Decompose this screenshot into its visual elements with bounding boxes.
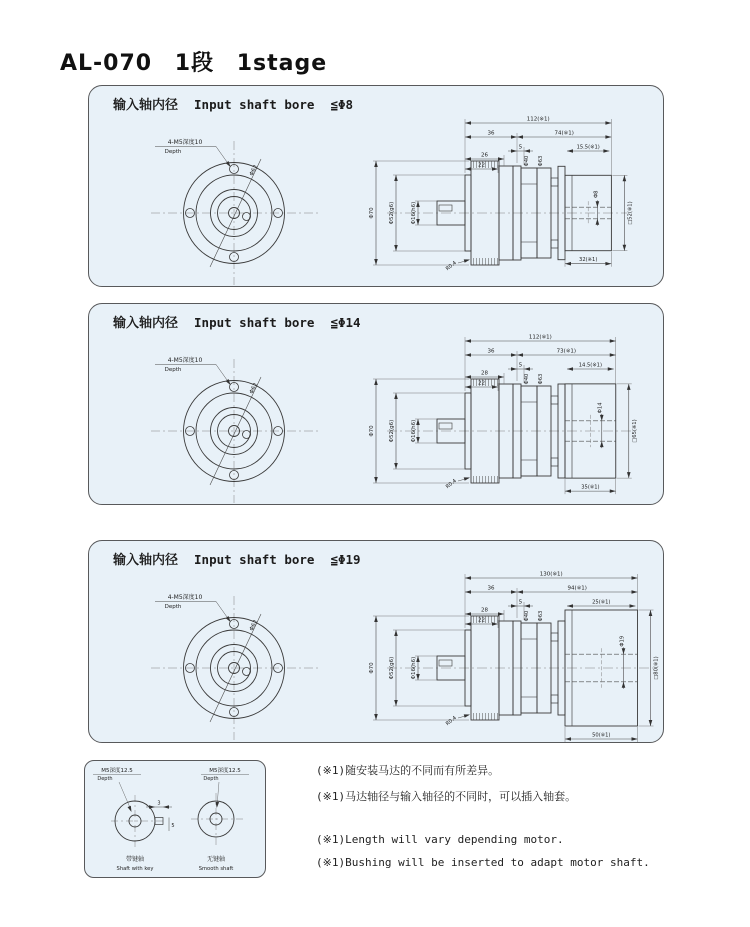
dim-label: 22: [478, 380, 485, 387]
header-en: Input shaft bore: [194, 315, 315, 330]
dim-label: 94(※1): [567, 585, 587, 592]
dim-label: Φ52(g6): [389, 419, 395, 443]
depth-spec-label: M5深度12.5: [209, 768, 241, 774]
header-en: Input shaft bore: [194, 552, 315, 567]
arrowhead: [464, 259, 470, 262]
arrowhead: [465, 121, 471, 125]
arrowhead: [524, 367, 530, 371]
spec-panel-bore-14: [88, 303, 664, 505]
bolt-spec-label: 4-M5深度10: [167, 594, 203, 601]
arrowhead: [465, 576, 471, 580]
arrowhead: [374, 477, 378, 483]
dim-label: Φ63: [538, 373, 544, 385]
fillet-label: R0.4: [444, 260, 458, 273]
arrowhead: [603, 149, 609, 153]
arrowhead: [605, 262, 611, 266]
footnote-en-1: (※1)Length will vary depending motor.: [316, 833, 564, 846]
dim-label: 36: [487, 130, 495, 137]
dim-label: 28: [481, 607, 488, 614]
shaft-options-panel: [84, 760, 266, 878]
dim-label: 130(※1): [539, 571, 563, 578]
bolt-circle-label: Φ62: [248, 164, 260, 177]
arrowhead: [605, 135, 611, 139]
arrowhead: [465, 157, 471, 161]
panel-header: [89, 304, 663, 331]
arrowhead: [464, 714, 470, 717]
dim-label: □65(※1): [631, 419, 638, 443]
arrowhead: [524, 149, 530, 153]
dim-label: Φ70: [369, 207, 375, 219]
bolt-head: [551, 695, 558, 703]
dim-label: Φ63: [538, 155, 544, 167]
arrowhead: [465, 590, 471, 594]
arrowhead: [596, 201, 600, 207]
arrowhead: [567, 149, 573, 153]
arrowhead: [465, 375, 471, 379]
arrowhead: [127, 806, 131, 812]
arrowhead: [465, 135, 471, 139]
dim-label: 15.5(※1): [576, 144, 600, 151]
dim-label: Φ40: [524, 155, 530, 167]
keyway: [439, 423, 452, 429]
arrowhead: [498, 612, 504, 616]
arrowhead: [374, 616, 378, 622]
arrowhead: [465, 612, 471, 616]
depth-label: Depth: [203, 776, 219, 782]
arrowhead: [565, 489, 571, 493]
arrowhead: [226, 161, 231, 167]
bolt-circle-label: Φ62: [248, 619, 260, 632]
caption-cn: 带键轴: [125, 856, 145, 863]
arrowhead: [492, 167, 498, 171]
arrowhead: [465, 339, 471, 343]
dim-label: 22: [478, 617, 485, 624]
dim-label: Φ8: [593, 190, 600, 198]
arrowhead: [163, 805, 169, 809]
arrowhead: [517, 135, 523, 139]
caption-en: Shaft with key: [116, 866, 154, 872]
header-en: Input shaft bore: [194, 97, 315, 112]
arrowhead: [596, 219, 600, 225]
arrowhead: [623, 245, 627, 251]
arrowhead: [565, 262, 571, 266]
bolt-spec-label: 4-M5深度10: [167, 357, 203, 364]
depth-label: Depth: [97, 776, 113, 782]
dim-label: 32(※1): [579, 257, 598, 264]
arrowhead: [610, 339, 616, 343]
dim-label: Φ63: [538, 610, 544, 622]
spec-panel-bore-8: [88, 85, 664, 287]
bolt-head: [551, 396, 558, 404]
bolt-spec-label: 4-M5深度10: [167, 139, 203, 146]
arrowhead: [565, 737, 571, 741]
arrowhead: [226, 379, 231, 385]
arrowhead: [465, 353, 471, 357]
dim-label: Φ52(g6): [389, 656, 395, 680]
depth-label: Depth: [164, 604, 182, 610]
arrowhead: [394, 245, 398, 251]
dim-label: 14.5(※1): [578, 362, 602, 369]
key-hole: [243, 431, 251, 439]
dim-label: 5: [518, 599, 523, 606]
bolt-head: [551, 240, 558, 248]
technical-drawing-bore-8: [89, 113, 663, 287]
bolt-head: [551, 633, 558, 641]
caption-cn: 无键轴: [206, 856, 226, 863]
header-cn: 输入轴内径: [113, 553, 179, 568]
dim-label: □52(※1): [627, 201, 634, 225]
bore-limit: ≦Φ14: [330, 315, 361, 330]
arrowhead: [600, 441, 604, 447]
arrowhead: [465, 622, 471, 626]
dim-label: 73(※1): [556, 348, 577, 355]
leader-line: [119, 782, 131, 810]
arrowhead: [374, 259, 378, 265]
arrowhead: [394, 630, 398, 636]
dim-label: 26: [481, 152, 488, 159]
dim-label: 50(※1): [592, 732, 611, 739]
depth-label: Depth: [164, 367, 182, 373]
shaft-options-drawing: [85, 761, 264, 876]
arrowhead: [465, 167, 471, 171]
arrowhead: [464, 477, 470, 480]
arrowhead: [511, 135, 517, 139]
arrowhead: [511, 353, 517, 357]
technical-drawing-bore-19: [89, 568, 663, 743]
spec-panel-bore-19: [88, 540, 664, 743]
caption-en: Smooth shaft: [198, 866, 234, 872]
dim-label: 3: [157, 800, 161, 807]
dim-label: 22: [478, 162, 485, 169]
key-hole: [243, 668, 251, 676]
depth-label: Depth: [164, 149, 182, 155]
dim-label: 36: [487, 585, 495, 592]
arrowhead: [632, 576, 638, 580]
arrowhead: [517, 590, 523, 594]
arrowhead: [567, 604, 573, 608]
arrowhead: [524, 604, 530, 608]
bore-limit: ≦Φ8: [330, 97, 354, 112]
arrowhead: [226, 616, 231, 622]
dim-label: 25(※1): [592, 599, 611, 606]
bore-limit: ≦Φ19: [330, 552, 361, 567]
arrowhead: [622, 648, 626, 654]
depth-spec-label: M5深度12.5: [101, 768, 133, 774]
technical-drawing-bore-14: [89, 331, 663, 505]
dim-label: 112(※1): [528, 334, 552, 341]
dim-label: Φ70: [369, 425, 375, 437]
arrowhead: [605, 121, 611, 125]
arrowhead: [149, 805, 155, 809]
dim-label: Φ16(h6): [411, 656, 417, 680]
dim-label: Φ16(h6): [411, 201, 417, 225]
arrowhead: [608, 367, 614, 371]
header-cn: 输入轴内径: [113, 316, 179, 331]
arrowhead: [374, 161, 378, 167]
arrowhead: [600, 415, 604, 421]
dim-label: 74(※1): [554, 130, 574, 137]
arrowhead: [394, 175, 398, 181]
dim-label: Φ40: [524, 610, 530, 622]
arrowhead: [511, 590, 517, 594]
key-hole: [243, 213, 251, 221]
arrowhead: [374, 714, 378, 720]
arrowhead: [511, 604, 517, 608]
bolt-head: [551, 178, 558, 186]
arrowhead: [632, 590, 638, 594]
dim-label: Φ70: [369, 662, 375, 674]
footnote-cn-2: (※1)马达轴径与输入轴径的不同时，可以插入轴套。: [316, 790, 577, 803]
arrowhead: [610, 353, 616, 357]
bolt-head: [551, 458, 558, 466]
dim-label: Φ14: [597, 402, 604, 414]
arrowhead: [498, 157, 504, 161]
arrowhead: [623, 175, 627, 181]
dim-label: 5: [518, 362, 523, 369]
arrowhead: [622, 682, 626, 688]
dim-label: □80(※1): [653, 656, 660, 680]
bolt-circle-label: Φ62: [248, 382, 260, 395]
arrowhead: [498, 375, 504, 379]
dim-label: 5: [518, 144, 523, 151]
arrowhead: [632, 737, 638, 741]
footnotes: [316, 764, 656, 870]
panel-header: [89, 86, 663, 113]
arrowhead: [394, 463, 398, 469]
arrowhead: [567, 367, 573, 371]
arrowhead: [649, 610, 653, 616]
dim-label: 28: [481, 370, 488, 377]
dim-label: Φ52(g6): [389, 201, 395, 225]
arrowhead: [394, 700, 398, 706]
arrowhead: [465, 385, 471, 389]
arrowhead: [610, 489, 616, 493]
page-title: AL-070 1段 1stage: [60, 51, 328, 76]
arrowhead: [492, 622, 498, 626]
arrowhead: [627, 472, 631, 478]
dim-label: 5: [171, 823, 175, 829]
dim-label: 112(※1): [526, 116, 550, 123]
arrowhead: [394, 393, 398, 399]
arrowhead: [517, 353, 523, 357]
arrowhead: [627, 384, 631, 390]
fillet-label: R0.4: [444, 715, 458, 728]
arrowhead: [511, 149, 517, 153]
header-cn: 输入轴内径: [113, 98, 179, 113]
dim-label: 36: [487, 348, 495, 355]
dim-label: Φ16(h6): [411, 419, 417, 443]
dim-label: Φ19: [619, 635, 626, 647]
arrowhead: [492, 385, 498, 389]
keyway: [439, 205, 452, 211]
keyway: [439, 660, 452, 666]
footnote-cn-1: (※1)随安装马达的不同而有所差异。: [316, 764, 500, 777]
arrowhead: [649, 720, 653, 726]
footnote-en-2: (※1)Bushing will be inserted to adapt motor shaft.: [316, 856, 650, 869]
panel-header: [89, 541, 663, 568]
fillet-label: R0.4: [444, 478, 458, 491]
dim-label: 35(※1): [581, 484, 600, 491]
arrowhead: [511, 367, 517, 371]
dim-label: Φ40: [524, 373, 530, 385]
arrowhead: [630, 604, 636, 608]
arrowhead: [374, 379, 378, 385]
